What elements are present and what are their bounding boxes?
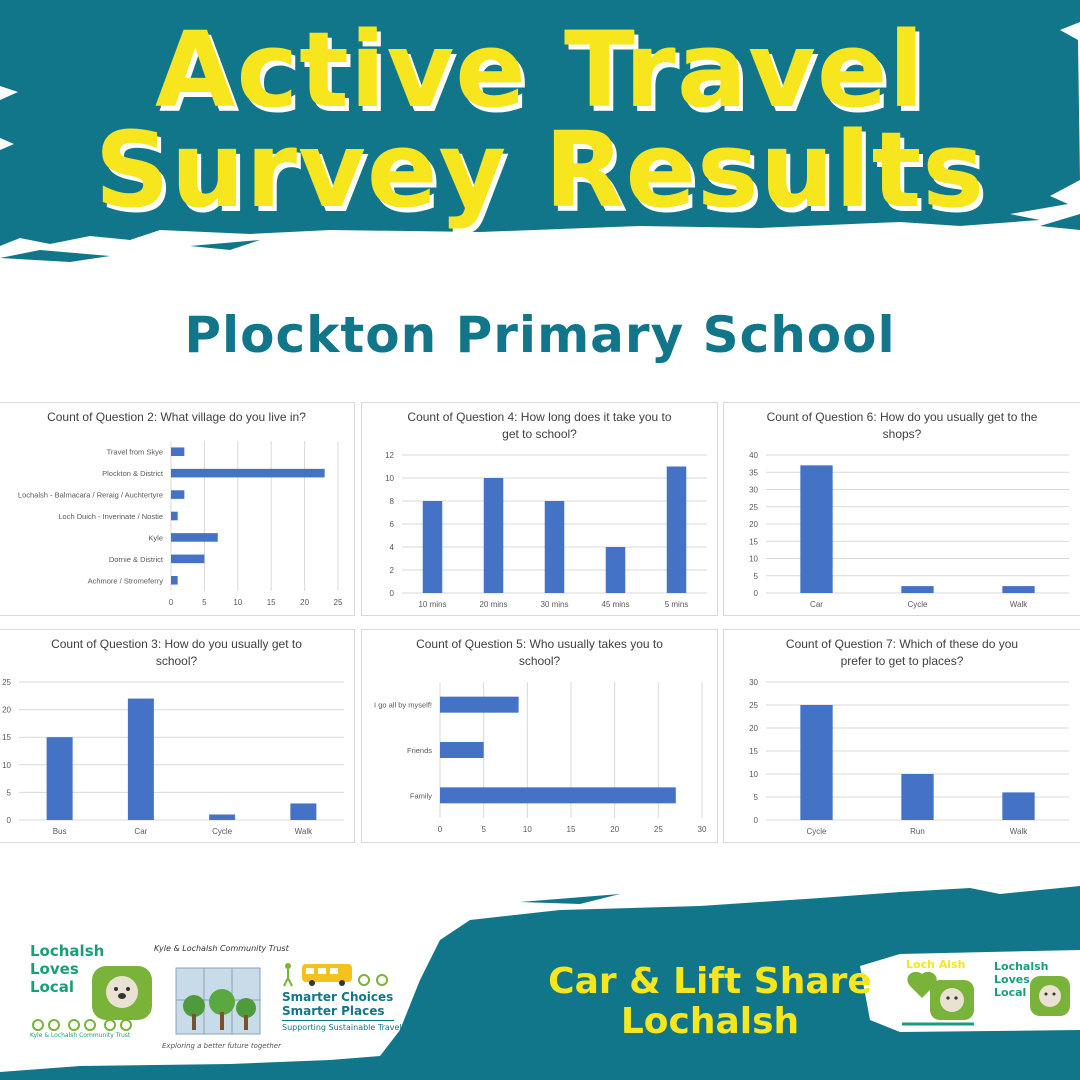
c4-xtick-label: 25 [653, 825, 663, 834]
chart-panel-q5 [361, 629, 718, 843]
chart-panel-q2 [0, 402, 355, 616]
logo3-caption: Supporting Sustainable Travel [282, 1023, 402, 1032]
c4-xtick-label: 10 [522, 825, 532, 834]
c0-bar [171, 469, 325, 478]
c0-bar [171, 447, 184, 456]
logo3-line2: Smarter Places [282, 1004, 385, 1018]
logo5-line2: Loves [994, 973, 1030, 986]
c4-bar [440, 697, 519, 713]
puzzle-trees-icon [174, 958, 264, 1038]
c0-ytick-label: Dornie & District [108, 554, 163, 564]
c1-ytick-label: 4 [389, 543, 394, 552]
c2-ytick-label: 40 [749, 451, 758, 460]
logo4-line1: Loch Alsh [906, 958, 966, 971]
c2-ytick-label: 5 [753, 571, 758, 581]
c1-bar [606, 547, 626, 593]
car-share-line1: Car & Lift Share [548, 961, 872, 1002]
c3-ytick-label: 5 [6, 788, 11, 798]
c1-ytick-label: 0 [389, 589, 394, 598]
c2-bar [1002, 586, 1034, 593]
c0-ytick-label: Travel from Skye [106, 447, 163, 457]
c3-xtick-label: Cycle [212, 827, 233, 836]
c3-xtick-label: Car [134, 827, 148, 836]
c4-bar [440, 742, 484, 758]
c1-ytick-label: 10 [385, 474, 394, 483]
car-share-line2: Lochalsh [620, 1001, 800, 1042]
chart-title-q6: Count of Question 6: How do you usually get to the shops? [766, 410, 1038, 441]
c1-xtick-label: 10 mins [418, 600, 447, 609]
c3-bar [290, 803, 316, 820]
logo1-line3: Local [30, 978, 75, 996]
c0-xtick-label: 15 [266, 598, 276, 607]
c0-ytick-label: Kyle [148, 533, 163, 543]
c4-ytick-label: Friends [406, 746, 432, 755]
dog-van-icon-2 [1028, 972, 1072, 1020]
logo-community-trust [154, 944, 290, 1054]
c0-bar [171, 533, 218, 542]
c1-xtick-label: 30 mins [540, 600, 569, 609]
c0-ytick-label: Lochalsh - Balmacara / Reraig / Auchtertyre [17, 490, 163, 500]
c1-bar [667, 467, 687, 594]
logo5-line3: Local [994, 986, 1027, 999]
logo2-title: Kyle & Lochalsh Community Trust [154, 944, 289, 953]
c4-xtick-label: 0 [437, 825, 443, 834]
c1-bar [423, 501, 443, 593]
car-lift-share-text [520, 962, 900, 1042]
c3-bar [128, 699, 154, 820]
c4-xtick-label: 5 [481, 825, 486, 834]
bus-walker-icon [280, 960, 392, 988]
c2-ytick-label: 15 [749, 537, 758, 547]
c1-ytick-label: 8 [389, 497, 394, 506]
school-subtitle: Plockton Primary School [184, 306, 896, 364]
c4-xtick-label: 15 [566, 825, 576, 834]
c3-ytick-label: 15 [2, 733, 11, 743]
c3-ytick-label: 25 [2, 678, 11, 687]
c2-ytick-label: 35 [749, 468, 758, 478]
c2-xtick-label: Car [810, 600, 823, 609]
c4-xtick-label: 30 [697, 825, 707, 834]
c5-bar [1002, 792, 1034, 820]
c2-xtick-label: Walk [1009, 600, 1028, 609]
c5-ytick-label: 20 [749, 724, 758, 733]
c4-xtick-label: 20 [610, 825, 620, 834]
c1-bar [484, 478, 504, 593]
logo2-caption: Exploring a better future together [162, 1042, 281, 1050]
c3-bar [47, 737, 73, 820]
chart-q7-svg [724, 630, 1080, 842]
logo-smarter-choices [280, 960, 400, 1040]
c3-ytick-label: 20 [2, 705, 11, 715]
c0-xtick-label: 10 [233, 598, 243, 607]
c0-ytick-label: Plockton & District [102, 469, 163, 479]
chart-panel-q6 [723, 402, 1080, 616]
chart-title-q7: Count of Question 7: Which of these do you prefer to get to places? [785, 637, 1019, 668]
c5-xtick-label: Cycle [806, 827, 827, 836]
c1-ytick-label: 6 [389, 520, 394, 529]
c0-xtick-label: 25 [333, 598, 343, 607]
logo-lochalsh-loves-local [30, 942, 150, 1042]
c5-xtick-label: Run [910, 827, 925, 836]
chart-title-q5: Count of Question 5: Who usually takes you to school? [416, 637, 663, 668]
title-line-2: Survey Results [94, 109, 986, 231]
c5-ytick-label: 10 [749, 770, 758, 779]
bike-row-icon [30, 1018, 142, 1032]
logo1-caption: Kyle & Lochalsh Community Trust [30, 1032, 131, 1039]
c4-ytick-label: I go all by myself! [374, 700, 432, 710]
chart-panel-q4 [361, 402, 718, 616]
c0-bar [171, 490, 184, 499]
title-line-1: Active Travel [155, 9, 925, 131]
logo-lochalsh-loves-local-2 [994, 960, 1074, 1030]
c5-ytick-label: 5 [753, 793, 758, 802]
chart-panel-q3 [0, 629, 355, 843]
logo-loch-alsh [900, 956, 980, 1028]
c0-xtick-label: 0 [168, 598, 174, 607]
chart-q3-svg [0, 630, 354, 842]
chart-panel-q7 [723, 629, 1080, 843]
c4-ytick-label: Family [409, 791, 432, 801]
logo1-line1: Lochalsh [30, 942, 105, 960]
c3-ytick-label: 0 [6, 816, 11, 825]
c1-ytick-label: 2 [389, 566, 394, 575]
c2-ytick-label: 0 [753, 589, 758, 598]
c0-ytick-label: Achmore / Stromeferry [87, 576, 163, 586]
c2-ytick-label: 10 [749, 554, 758, 564]
c2-bar [901, 586, 933, 593]
logo5-line1: Lochalsh [994, 960, 1049, 973]
chart-title-q3: Count of Question 3: How do you usually get to school? [51, 637, 302, 668]
c5-ytick-label: 15 [749, 747, 758, 756]
logo1-line2: Loves [30, 960, 79, 978]
c1-bar [545, 501, 565, 593]
c0-bar [171, 555, 204, 564]
c2-ytick-label: 30 [749, 485, 758, 495]
chart-title-q2: Count of Question 2: What village do you live in? [47, 410, 306, 424]
chart-q2-svg [0, 403, 354, 615]
c1-xtick-label: 45 mins [601, 600, 630, 609]
c0-ytick-label: Loch Duich - Inverinate / Nostie [58, 512, 163, 521]
c0-bar [171, 576, 178, 585]
logo3-line1: Smarter Choices [282, 990, 394, 1004]
c5-xtick-label: Walk [1009, 827, 1028, 836]
c5-bar [901, 774, 933, 820]
c0-xtick-label: 20 [300, 598, 310, 607]
c5-bar [800, 705, 832, 820]
c0-bar [171, 512, 178, 521]
c1-ytick-label: 12 [385, 451, 394, 460]
c2-ytick-label: 20 [749, 520, 758, 529]
c0-xtick-label: 5 [202, 598, 207, 607]
heart-dog-icon [900, 970, 976, 1030]
c2-ytick-label: 25 [749, 502, 758, 512]
c5-ytick-label: 25 [749, 701, 758, 710]
chart-q5-svg [362, 630, 717, 842]
c3-bar [209, 814, 235, 820]
c2-bar [800, 465, 832, 593]
c3-ytick-label: 10 [2, 760, 11, 770]
c2-xtick-label: Cycle [907, 600, 928, 609]
c1-xtick-label: 20 mins [479, 600, 508, 609]
c3-xtick-label: Walk [294, 827, 313, 836]
chart-q6-svg [724, 403, 1080, 615]
c3-xtick-label: Bus [52, 827, 67, 836]
c4-bar [440, 787, 676, 803]
chart-q4-svg [362, 403, 717, 615]
logo3-divider [282, 1020, 394, 1021]
c5-ytick-label: 0 [753, 816, 758, 825]
chart-title-q4: Count of Question 4: How long does it take you to get to school? [407, 410, 672, 441]
c5-ytick-label: 30 [749, 678, 758, 687]
c1-xtick-label: 5 mins [664, 600, 689, 609]
